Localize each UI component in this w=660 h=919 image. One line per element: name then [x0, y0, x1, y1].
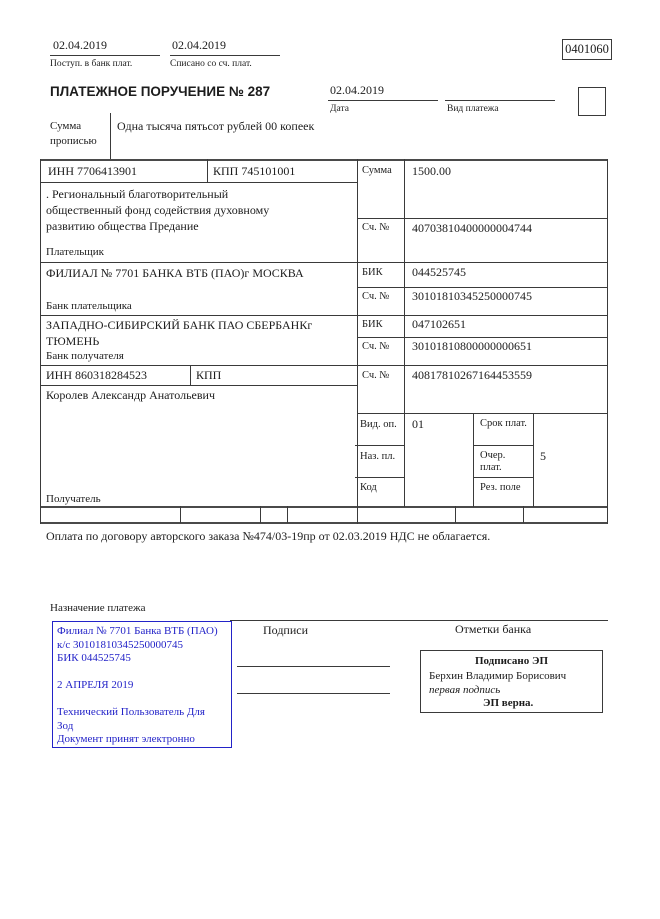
debited-date-underline	[170, 55, 280, 56]
stamp-line: БИК 044525745	[57, 652, 131, 664]
payee-bank-bik: 047102651	[412, 317, 466, 331]
stamp-line: 2 АПРЕЛЯ 2019	[57, 679, 134, 691]
amount-words-label-2: прописью	[50, 135, 97, 147]
grid-line	[260, 506, 261, 523]
received-date-underline	[50, 55, 160, 56]
payer-label: Плательщик	[46, 246, 104, 258]
stamp-line: Зод	[57, 719, 74, 732]
payment-type-underline	[445, 100, 555, 101]
payee-bank-account: 30101810800000000651	[412, 339, 532, 353]
sum-value: 1500.00	[412, 164, 451, 178]
signature-line	[237, 666, 390, 667]
bank-stamp	[52, 621, 232, 748]
payer-inn: ИНН 7706413901	[48, 164, 137, 178]
payee-bank-name-line: ЗАПАДНО-СИБИРСКИЙ БАНК ПАО СБЕРБАНКг	[46, 318, 313, 332]
payee-kpp: КПП	[196, 368, 222, 382]
grid-line	[190, 365, 191, 385]
order-value: 5	[540, 449, 546, 463]
stamp-line: Документ принят электронно	[57, 733, 195, 745]
payer-name-line: . Региональный благотворительный	[46, 187, 229, 201]
amount-in-words: Одна тысяча пятьсот рублей 00 копеек	[117, 119, 315, 133]
amount-words-divider	[110, 113, 111, 160]
grid-line	[523, 506, 524, 523]
grid-line	[357, 287, 608, 288]
payer-account: 40703810400000004744	[412, 221, 532, 235]
op-type-label: Вид. оп.	[360, 419, 397, 430]
grid-line	[357, 337, 608, 338]
stamp-line	[57, 666, 227, 680]
grid-line	[40, 262, 608, 263]
reserve-label: Рез. поле	[480, 482, 521, 493]
grid-line	[357, 159, 358, 524]
signatures-label: Подписи	[263, 623, 309, 637]
payee-bank-label: Банк получателя	[46, 350, 124, 362]
esign-title: Подписано ЭП	[474, 655, 549, 667]
payment-type-label: Вид платежа	[447, 104, 499, 114]
purpose-code-label: Наз. пл.	[360, 451, 396, 462]
grid-line	[355, 445, 405, 446]
payer-bank-bik: 044525745	[412, 265, 466, 279]
esign-box	[420, 650, 603, 713]
grid-line	[473, 413, 474, 507]
form-code-box: 0401060	[562, 39, 612, 60]
payer-bank-name: ФИЛИАЛ № 7701 БАНКА ВТБ (ПАО)г МОСКВА	[46, 266, 304, 280]
payee-bank-account-label: Сч. №	[362, 341, 390, 352]
signature-line	[237, 693, 390, 694]
payer-account-label: Сч. №	[362, 222, 390, 233]
document-date: 02.04.2019	[330, 83, 384, 97]
grid-line	[357, 218, 608, 219]
payee-account: 40817810267164453559	[412, 368, 532, 382]
bank-marks-label: Отметки банка	[455, 622, 532, 636]
amount-words-label-1: Сумма	[50, 120, 82, 132]
received-in-bank-label: Поступ. в банк плат.	[50, 59, 133, 69]
payee-label: Получатель	[46, 493, 101, 505]
payer-name-line: развитию общества Предание	[46, 219, 199, 233]
debited-date: 02.04.2019	[172, 38, 226, 52]
stamp-line: Филиал № 7701 Банка ВТБ (ПАО)	[57, 625, 218, 637]
grid-line	[180, 506, 181, 523]
grid-line	[357, 413, 608, 414]
grid-line	[40, 182, 357, 183]
payee-name: Королев Александр Анатольевич	[46, 388, 216, 402]
order-label: Очер. плат.	[480, 450, 506, 473]
date-label: Дата	[330, 104, 349, 114]
payee-account-label: Сч. №	[362, 370, 390, 381]
document-title: ПЛАТЕЖНОЕ ПОРУЧЕНИЕ № 287	[50, 84, 271, 99]
grid-line	[455, 506, 456, 523]
payer-name-line: общественный фонд содействия духовному	[46, 203, 270, 217]
payee-inn: ИНН 860318284523	[46, 368, 147, 382]
grid-line	[40, 385, 357, 386]
grid-line	[473, 477, 533, 478]
date-underline	[328, 100, 438, 101]
grid-line	[355, 477, 405, 478]
debited-label: Списано со сч. плат.	[170, 59, 252, 69]
grid-line	[40, 365, 608, 366]
esign-note: первая подпись	[429, 684, 501, 696]
grid-line	[40, 159, 608, 161]
grid-line	[607, 159, 608, 524]
payment-type-checkbox	[578, 87, 606, 116]
payer-bank-label: Банк плательщика	[46, 300, 132, 312]
payer-kpp: КПП 745101001	[213, 164, 296, 178]
received-in-bank-date: 02.04.2019	[53, 38, 107, 52]
term-label: Срок плат.	[480, 418, 527, 429]
payee-bank-bik-label: БИК	[362, 319, 383, 330]
esign-verdict: ЭП верна.	[483, 697, 534, 709]
grid-line	[533, 413, 534, 507]
sum-label: Сумма	[362, 165, 392, 176]
stamp-line: к/с 30101810345250000745	[57, 638, 184, 651]
payer-bank-account: 30101810345250000745	[412, 289, 532, 303]
grid-line	[287, 506, 288, 523]
code-label: Код	[360, 482, 377, 493]
signature-section-topline	[230, 620, 608, 621]
payee-bank-name-line: ТЮМЕНЬ	[46, 334, 100, 348]
payer-bank-bik-label: БИК	[362, 267, 383, 278]
payer-bank-account-label: Сч. №	[362, 291, 390, 302]
grid-line	[473, 445, 533, 446]
grid-line	[40, 315, 608, 316]
op-type-value: 01	[412, 417, 424, 431]
payment-purpose-label: Назначение платежа	[50, 602, 146, 614]
stamp-line	[57, 693, 227, 707]
grid-line	[207, 159, 208, 182]
payment-purpose-text: Оплата по договору авторского заказа №474/03-19пр от 02.03.2019 НДС не облагается.	[46, 529, 491, 543]
grid-line	[404, 159, 405, 507]
esign-name: Берхин Владимир Борисович	[429, 670, 567, 682]
stamp-line: Технический Пользователь Для	[57, 706, 205, 718]
grid-line	[40, 159, 41, 524]
